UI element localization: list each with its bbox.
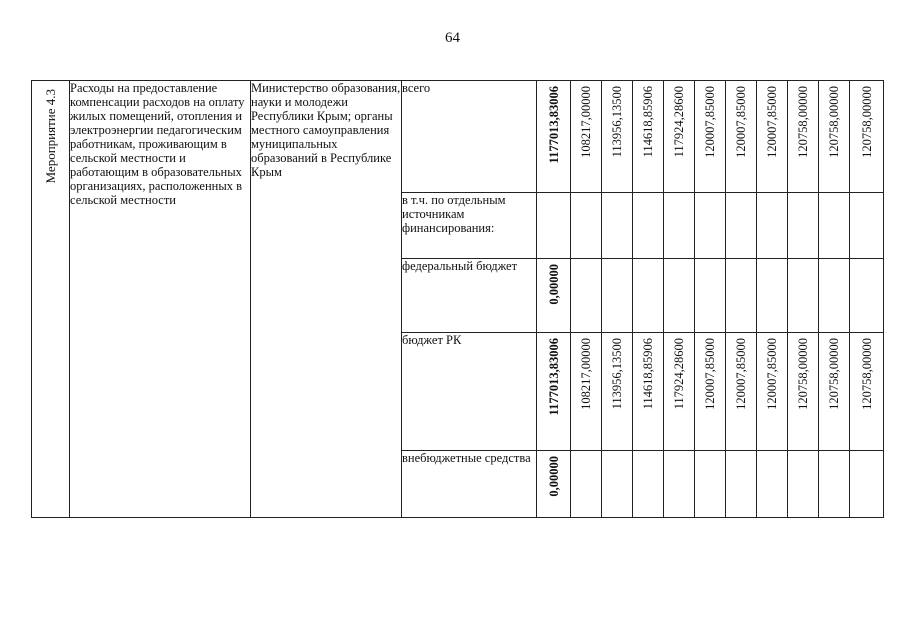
year-cell	[850, 193, 884, 259]
year-cell	[664, 81, 695, 193]
year-cell	[602, 333, 633, 451]
year-cell	[726, 259, 757, 333]
year-value: 108217,00000	[579, 338, 593, 410]
year-cell	[602, 81, 633, 193]
year-value: 120758,00000	[796, 338, 810, 410]
table-row	[32, 81, 884, 193]
year-cell	[571, 259, 602, 333]
page-number: 64	[445, 30, 460, 46]
total-value: 1177013,83006	[546, 86, 561, 164]
year-cell	[633, 193, 664, 259]
year-cell	[571, 333, 602, 451]
year-cell	[633, 451, 664, 518]
funding-table	[31, 80, 884, 518]
year-cell	[788, 259, 819, 333]
year-cell	[633, 81, 664, 193]
year-value: 108217,00000	[579, 86, 593, 158]
year-cell	[726, 333, 757, 451]
year-cell	[664, 193, 695, 259]
year-cell	[757, 193, 788, 259]
total-cell	[537, 333, 571, 451]
year-cell	[819, 193, 850, 259]
year-value: 120758,00000	[859, 338, 874, 410]
year-cell	[788, 193, 819, 259]
year-value: 120758,00000	[827, 338, 841, 410]
year-cell	[602, 193, 633, 259]
year-value: 114618,85906	[641, 86, 655, 158]
total-cell	[537, 193, 571, 259]
funding-source: бюджет РК	[402, 333, 537, 451]
year-cell	[757, 333, 788, 451]
year-value: 120007,85000	[703, 338, 717, 410]
year-cell	[850, 81, 884, 193]
total-cell	[537, 81, 571, 193]
year-cell	[788, 333, 819, 451]
year-cell	[819, 259, 850, 333]
year-cell	[850, 451, 884, 518]
year-value: 120758,00000	[859, 86, 874, 158]
year-cell	[819, 81, 850, 193]
year-cell	[633, 259, 664, 333]
year-cell	[695, 333, 726, 451]
year-cell	[757, 81, 788, 193]
measure-label-cell	[32, 81, 70, 518]
funding-source: федеральный бюджет	[402, 259, 537, 333]
total-value: 0,00000	[546, 264, 561, 305]
year-cell	[571, 193, 602, 259]
year-cell	[695, 259, 726, 333]
year-cell	[664, 259, 695, 333]
total-cell	[537, 451, 571, 518]
year-value: 113956,13500	[610, 338, 624, 410]
year-value: 120758,00000	[796, 86, 810, 158]
year-cell	[726, 81, 757, 193]
year-cell	[664, 333, 695, 451]
year-cell	[757, 259, 788, 333]
year-value: 120007,85000	[734, 86, 748, 158]
year-cell	[602, 259, 633, 333]
year-cell	[819, 451, 850, 518]
year-value: 114618,85906	[641, 338, 655, 410]
year-cell	[602, 451, 633, 518]
year-cell	[695, 451, 726, 518]
year-value: 113956,13500	[610, 86, 624, 158]
year-value: 120758,00000	[827, 86, 841, 158]
year-value: 120007,85000	[734, 338, 748, 410]
measure-executor: Министерство образования, науки и молодежи Республики Крым; органы местного самоуправления муниципальных образований в Республике Крым	[251, 81, 402, 518]
year-value: 120007,85000	[765, 86, 779, 158]
year-cell	[757, 451, 788, 518]
year-cell	[695, 193, 726, 259]
year-value: 120007,85000	[765, 338, 779, 410]
year-cell	[571, 451, 602, 518]
year-value: 117924,28600	[672, 338, 686, 410]
total-cell	[537, 259, 571, 333]
year-cell	[788, 81, 819, 193]
year-cell	[726, 193, 757, 259]
year-cell	[664, 451, 695, 518]
year-cell	[633, 333, 664, 451]
year-cell	[850, 259, 884, 333]
funding-source: всего	[402, 81, 537, 193]
year-cell	[726, 451, 757, 518]
year-cell	[788, 451, 819, 518]
total-value: 1177013,83006	[546, 338, 561, 416]
year-cell	[850, 333, 884, 451]
funding-source: в т.ч. по отдельным источникам финансирования:	[402, 193, 537, 259]
year-cell	[695, 81, 726, 193]
measure-label: Мероприятие 4.3	[42, 89, 58, 184]
measure-description: Расходы на предоставление компенсации расходов на оплату жилых помещений, отопления и электроэнергии педагогическим работникам, проживающим в сельской местности и работающим в образовательных организациях, расположенных в сельской местности	[70, 81, 251, 518]
year-value: 117924,28600	[672, 86, 686, 158]
year-cell	[819, 333, 850, 451]
total-value: 0,00000	[546, 456, 561, 497]
year-value: 120007,85000	[703, 86, 717, 158]
year-cell	[571, 81, 602, 193]
funding-source: внебюджетные средства	[402, 451, 537, 518]
